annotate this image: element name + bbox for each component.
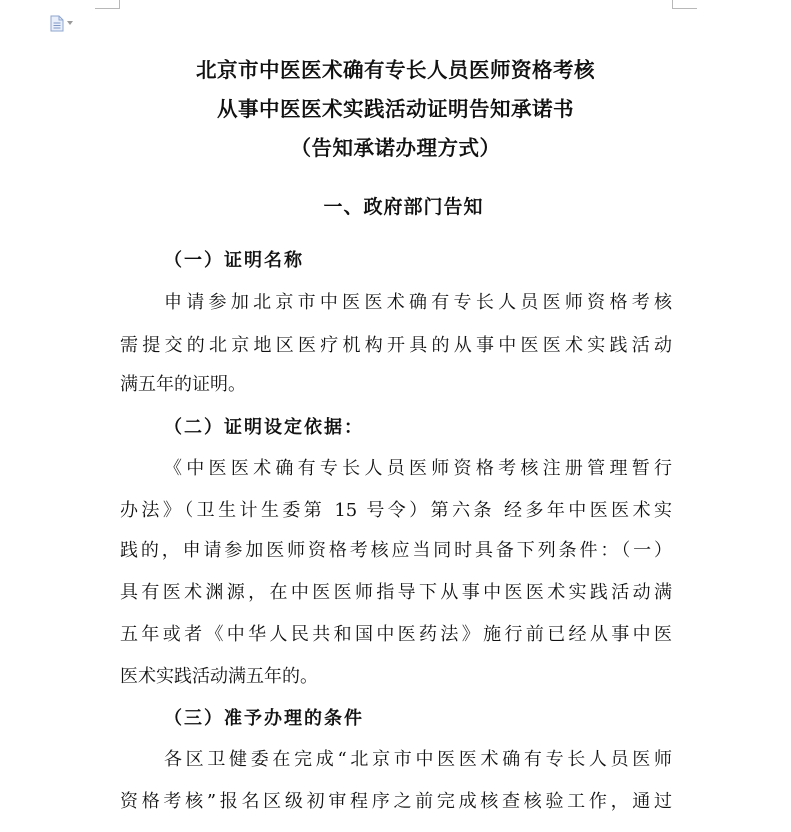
paragraph-line: 五年或者《中华人民共和国中医药法》施行前已经从事中医 (120, 624, 672, 645)
top-right-margin-mark (672, 0, 697, 9)
paragraph-line: 《中医医术确有专长人员医师资格考核注册管理暂行 (164, 458, 672, 479)
paragraph-line: 申请参加北京市中医医术确有专长人员医师资格考核 (164, 292, 672, 313)
paragraph-line: 各区卫健委在完成“北京市中医医术确有专长人员医师 (164, 749, 672, 770)
item-3-heading: （三）准予办理的条件 (164, 708, 364, 729)
top-left-margin-mark (95, 0, 120, 9)
paragraph-line: 资格考核”报名区级初审程序之前完成核查核验工作，通过 (120, 791, 672, 812)
document-title-line-1: 北京市中医医术确有专长人员医师资格考核 (196, 58, 595, 82)
paragraph-line: 具有医术渊源，在中医医师指导下从事中医医术实践活动满 (120, 582, 672, 603)
item-1-heading: （一）证明名称 (164, 250, 304, 271)
paragraph-line: 办法》（卫生计生委第 15 号令）第六条 经多年中医医术实 (120, 500, 672, 521)
document-icon (50, 15, 64, 32)
section-heading: 一、政府部门告知 (323, 196, 484, 218)
paragraph-line: 需提交的北京地区医疗机构开具的从事中医医术实践活动 (120, 335, 672, 356)
paragraph-line: 践的，申请参加医师资格考核应当同时具备下列条件：（一） (120, 540, 672, 561)
item-2-heading: （二）证明设定依据： (164, 417, 364, 438)
document-title-line-3: （告知承诺办理方式） (290, 136, 501, 160)
document-options-widget[interactable] (50, 14, 82, 32)
document-title-line-2: 从事中医医术实践活动证明告知承诺书 (217, 97, 574, 121)
paragraph-line: 满五年的证明。 (120, 374, 246, 395)
chevron-down-icon[interactable] (67, 21, 73, 25)
paragraph-line: 医术实践活动满五年的。 (120, 666, 318, 687)
